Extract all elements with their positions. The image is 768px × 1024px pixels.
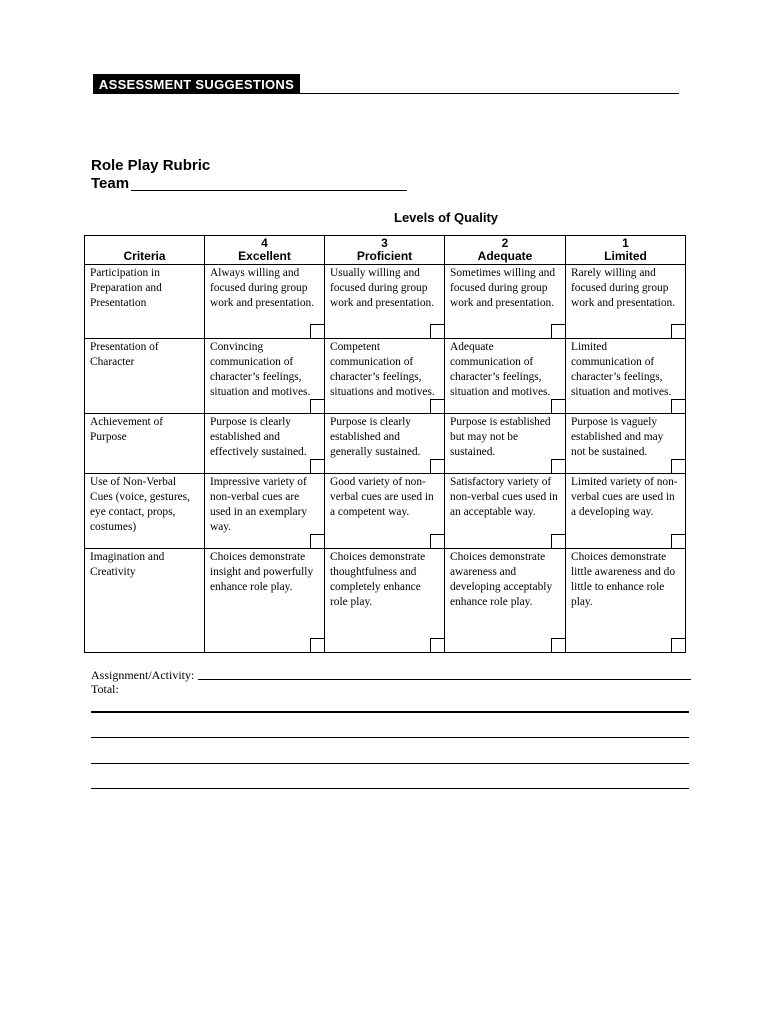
table-row: [85, 474, 686, 549]
descriptor-text: Choices demonstrate thoughtfulness and completely enhance role play.: [330, 551, 426, 608]
descriptor-cell: [566, 414, 686, 474]
rubric-header-row: [85, 236, 686, 265]
descriptor-cell: [325, 549, 445, 653]
descriptor-cell: [325, 339, 445, 414]
descriptor-cell: [445, 549, 566, 653]
team-input-line[interactable]: [131, 190, 407, 191]
criteria-cell: Achievement of Purpose: [85, 414, 205, 474]
score-checkbox[interactable]: [430, 638, 444, 652]
descriptor-cell: [445, 265, 566, 339]
descriptor-text: Purpose is established but may not be sustained.: [450, 416, 551, 458]
score-checkbox[interactable]: [430, 459, 444, 473]
descriptor-text: Satisfactory variety of non-verbal cues used in an acceptable way.: [450, 476, 558, 518]
level-number: 4: [261, 236, 268, 250]
descriptor-cell: [205, 339, 325, 414]
score-checkbox[interactable]: [310, 324, 324, 338]
descriptor-cell: [566, 265, 686, 339]
table-row: [85, 414, 686, 474]
descriptor-cell: [205, 474, 325, 549]
score-checkbox[interactable]: [551, 459, 565, 473]
score-checkbox[interactable]: [310, 459, 324, 473]
level-header-1: [566, 236, 686, 265]
descriptor-text: Usually willing and focused during group work and presentation.: [330, 267, 435, 309]
writing-line[interactable]: [91, 788, 689, 789]
score-checkbox[interactable]: [430, 324, 444, 338]
descriptor-cell: [325, 265, 445, 339]
descriptor-text: Limited communication of character’s feelings, situation and motives.: [571, 341, 672, 398]
level-number: 3: [381, 236, 388, 250]
descriptor-text: Always willing and focused during group work and presentation.: [210, 267, 315, 309]
criteria-cell: Use of Non-Verbal Cues (voice, gestures, eye contact, props, costumes): [85, 474, 205, 549]
assignment-activity-line[interactable]: [198, 679, 691, 680]
descriptor-text: Rarely willing and focused during group work and presentation.: [571, 267, 676, 309]
section-header: [93, 74, 679, 94]
criteria-header: Criteria: [85, 236, 205, 265]
section-header-rule: [300, 93, 679, 94]
score-checkbox[interactable]: [551, 324, 565, 338]
score-checkbox[interactable]: [310, 534, 324, 548]
descriptor-cell: [566, 339, 686, 414]
table-row: [85, 265, 686, 339]
descriptor-cell: [445, 339, 566, 414]
score-checkbox[interactable]: [310, 399, 324, 413]
descriptor-text: Choices demonstrate awareness and developing acceptably enhance role play.: [450, 551, 553, 608]
page-title: Role Play Rubric: [91, 157, 211, 174]
descriptor-cell: [325, 474, 445, 549]
score-checkbox[interactable]: [430, 534, 444, 548]
descriptor-text: Limited variety of non-verbal cues are used in a developing way.: [571, 476, 678, 518]
descriptor-text: Impressive variety of non-verbal cues are used in an exemplary way.: [210, 476, 308, 533]
score-checkbox[interactable]: [671, 324, 685, 338]
descriptor-text: Purpose is clearly established and effectively sustained.: [210, 416, 307, 458]
rubric-table: [84, 235, 686, 653]
descriptor-text: Choices demonstrate little awareness and do little to enhance role play.: [571, 551, 676, 608]
score-checkbox[interactable]: [671, 534, 685, 548]
level-header-3: [325, 236, 445, 265]
score-checkbox[interactable]: [430, 399, 444, 413]
writing-line[interactable]: [91, 711, 689, 713]
table-row: [85, 549, 686, 653]
descriptor-text: Convincing communication of character’s feelings, situation and motives.: [210, 341, 311, 398]
score-checkbox[interactable]: [551, 399, 565, 413]
descriptor-text: Adequate communication of character’s feelings, situation and motives.: [450, 341, 551, 398]
level-name: Proficient: [356, 249, 413, 263]
criteria-cell: Participation in Preparation and Presentation: [85, 265, 205, 339]
writing-line[interactable]: [91, 737, 689, 738]
descriptor-text: Purpose is clearly established and generally sustained.: [330, 416, 421, 458]
score-checkbox[interactable]: [551, 534, 565, 548]
level-name: Excellent: [238, 249, 291, 263]
team-label: Team: [91, 175, 130, 192]
descriptor-cell: [445, 414, 566, 474]
descriptor-text: Competent communication of character’s feelings, situations and motives.: [330, 341, 435, 398]
descriptor-cell: [325, 414, 445, 474]
section-header-label: ASSESSMENT SUGGESTIONS: [93, 74, 300, 94]
levels-of-quality-title: Levels of Quality: [394, 210, 499, 225]
score-checkbox[interactable]: [671, 399, 685, 413]
descriptor-cell: [205, 549, 325, 653]
level-name: Adequate: [477, 249, 533, 263]
score-checkbox[interactable]: [551, 638, 565, 652]
descriptor-cell: [205, 414, 325, 474]
descriptor-cell: [566, 474, 686, 549]
descriptor-cell: [445, 474, 566, 549]
descriptor-text: Good variety of non-verbal cues are used in a competent way.: [330, 476, 434, 518]
total-label: Total:: [91, 682, 119, 696]
descriptor-text: Choices demonstrate insight and powerfully enhance role play.: [210, 551, 314, 593]
descriptor-cell: [205, 265, 325, 339]
assignment-activity-label: Assignment/Activity:: [91, 668, 195, 682]
descriptor-cell: [566, 549, 686, 653]
level-name: Limited: [604, 249, 647, 263]
criteria-cell: Presentation of Character: [85, 339, 205, 414]
level-header-4: [205, 236, 325, 265]
score-checkbox[interactable]: [671, 459, 685, 473]
score-checkbox[interactable]: [310, 638, 324, 652]
score-checkbox[interactable]: [671, 638, 685, 652]
criteria-cell: Imagination and Creativity: [85, 549, 205, 653]
level-number: 2: [501, 236, 509, 250]
descriptor-text: Purpose is vaguely established and may not be sustained.: [571, 416, 664, 458]
descriptor-text: Sometimes willing and focused during group work and presentation.: [450, 267, 556, 309]
level-number: 1: [622, 236, 629, 250]
writing-line[interactable]: [91, 763, 689, 764]
level-header-2: [445, 236, 566, 265]
table-row: [85, 339, 686, 414]
